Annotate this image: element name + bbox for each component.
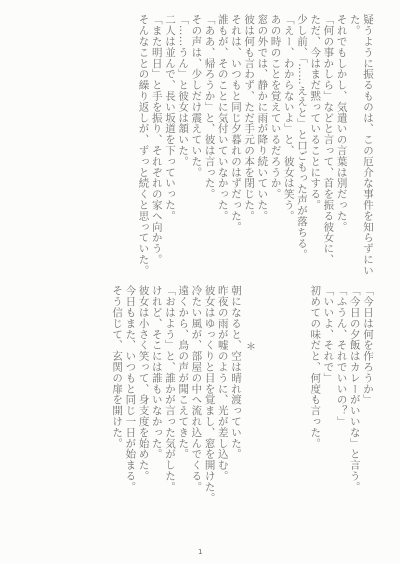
- section-separator: ＊: [246, 342, 256, 353]
- body-text-lower-left: 朝になると、空は晴れ渡っていた。 昨夜の雨が嘘のように、光が差し込む。 彼女はゆっくりと目を覚まし、窓を開けた。 冷たい風が、部屋の中へ流れ込んでくる。 遠くから、鳥の声が聞こえてきた。 「おはよう」と、誰かが言った気がした。 けれど、そこには誰もいなかった。 彼女は小さく笑って、身支度を始めた。 今日もまた、いつもと同じ一日が始まる。 そう信じて、玄関の扉を開けた。: [111, 285, 242, 503]
- body-text-upper: 疑うように振るものは、この厄介な事件を知らずにいた。 それでもしかし、気遣いの言葉は別だった。 「何の事かしら」などと言って、首を振る彼女に、 ただ、今はまだ黙っていることにする。 少し前、「……ええと」と口ごもった声が落ちる。 「えー、わからないよ」と、彼女は笑う。 あの時のことを覚えているだろうか。 窓の外では、静かに雨が降り続いていた。 彼は何も言わず、ただ手元の本を閉じた。 それは、いつもと同じ夕暮れのはずだった。 誰もが、そのことに気付いていなかった。 「ああ、帰ろうか」と、彼は言った。 その声は、少しだけ震えていた。 「……うん」と彼女は頷いた。 二人は並んで、長い坂道を下っていった。 「また明日」と手を振り、それぞれの家へ向かう。 そんなことの繰り返しが、ずっと続くと思っていた。: [137, 14, 374, 276]
- body-text-lower-right: 「今日は何を作ろうか」 「今日の夕飯はカレーがいいな」と言う。 「ふうん、それでいいの？」 「いいよ、それで」 初めての味だと、何度も言った。: [309, 285, 374, 493]
- page-number: 1: [198, 548, 203, 556]
